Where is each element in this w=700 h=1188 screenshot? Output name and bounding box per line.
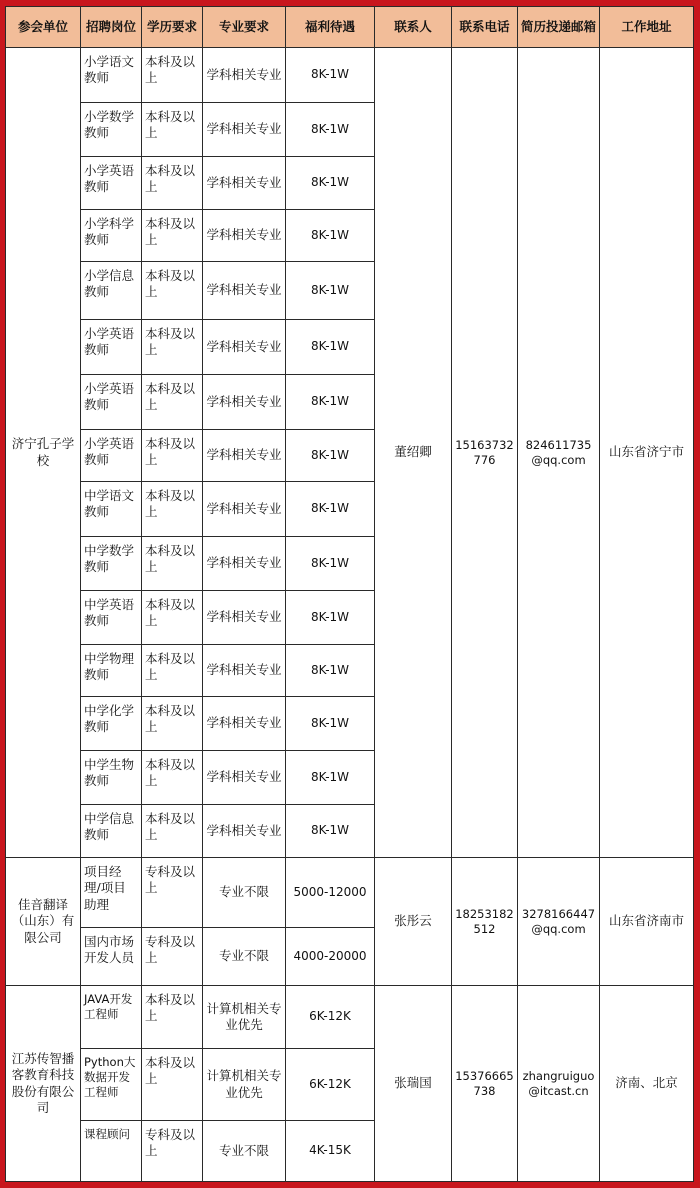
education-requirement: 专科及以上 xyxy=(142,1121,203,1182)
major-requirement: 学科相关专业 xyxy=(203,591,286,645)
salary: 4000-20000 xyxy=(286,928,375,986)
major-requirement: 专业不限 xyxy=(203,1121,286,1182)
job-title: 中学化学教师 xyxy=(81,697,142,751)
job-title: 中学英语教师 xyxy=(81,591,142,645)
job-title: 小学英语教师 xyxy=(81,375,142,430)
contact-person: 董绍卿 xyxy=(375,48,452,858)
education-requirement: 本科及以上 xyxy=(142,48,203,103)
resume-email: 824611735@qq.com xyxy=(518,48,600,858)
job-fair-table-frame xyxy=(5,6,693,1182)
column-header: 工作地址 xyxy=(600,7,694,48)
work-address: 山东省济南市 xyxy=(600,858,694,986)
job-title: 小学信息教师 xyxy=(81,262,142,320)
salary: 8K-1W xyxy=(286,320,375,375)
education-requirement: 本科及以上 xyxy=(142,986,203,1049)
salary: 6K-12K xyxy=(286,986,375,1049)
job-title: JAVA开发工程师 xyxy=(81,986,142,1049)
salary: 8K-1W xyxy=(286,537,375,591)
job-title: 中学信息教师 xyxy=(81,805,142,858)
salary: 8K-1W xyxy=(286,157,375,210)
major-requirement: 专业不限 xyxy=(203,858,286,928)
major-requirement: 学科相关专业 xyxy=(203,482,286,537)
education-requirement: 本科及以上 xyxy=(142,537,203,591)
job-title: 中学生物教师 xyxy=(81,751,142,805)
major-requirement: 学科相关专业 xyxy=(203,697,286,751)
table-row xyxy=(6,48,694,103)
education-requirement: 本科及以上 xyxy=(142,645,203,697)
job-fair-table xyxy=(5,6,694,1182)
salary: 8K-1W xyxy=(286,591,375,645)
job-title: 项目经理/项目助理 xyxy=(81,858,142,928)
salary: 8K-1W xyxy=(286,48,375,103)
education-requirement: 本科及以上 xyxy=(142,1049,203,1121)
table-body xyxy=(6,48,694,1182)
salary: 8K-1W xyxy=(286,697,375,751)
major-requirement: 学科相关专业 xyxy=(203,103,286,157)
education-requirement: 本科及以上 xyxy=(142,103,203,157)
salary: 8K-1W xyxy=(286,430,375,482)
company-name: 江苏传智播客教育科技股份有限公司 xyxy=(6,986,81,1182)
major-requirement: 学科相关专业 xyxy=(203,320,286,375)
job-title: 国内市场开发人员 xyxy=(81,928,142,986)
salary: 6K-12K xyxy=(286,1049,375,1121)
job-title: 小学语文教师 xyxy=(81,48,142,103)
header-row xyxy=(6,7,694,48)
resume-email: zhangruiguo@itcast.cn xyxy=(518,986,600,1182)
major-requirement: 学科相关专业 xyxy=(203,157,286,210)
education-requirement: 专科及以上 xyxy=(142,858,203,928)
column-header: 参会单位 xyxy=(6,7,81,48)
education-requirement: 本科及以上 xyxy=(142,805,203,858)
contact-phone: 18253182512 xyxy=(452,858,518,986)
major-requirement: 学科相关专业 xyxy=(203,210,286,262)
contact-phone: 15163732776 xyxy=(452,48,518,858)
education-requirement: 本科及以上 xyxy=(142,430,203,482)
education-requirement: 本科及以上 xyxy=(142,262,203,320)
education-requirement: 本科及以上 xyxy=(142,320,203,375)
major-requirement: 学科相关专业 xyxy=(203,430,286,482)
salary: 8K-1W xyxy=(286,751,375,805)
salary: 8K-1W xyxy=(286,210,375,262)
education-requirement: 本科及以上 xyxy=(142,157,203,210)
salary: 8K-1W xyxy=(286,375,375,430)
major-requirement: 学科相关专业 xyxy=(203,751,286,805)
job-title: 小学英语教师 xyxy=(81,320,142,375)
salary: 8K-1W xyxy=(286,103,375,157)
job-title: 小学英语教师 xyxy=(81,157,142,210)
job-title: 小学科学教师 xyxy=(81,210,142,262)
major-requirement: 学科相关专业 xyxy=(203,537,286,591)
major-requirement: 专业不限 xyxy=(203,928,286,986)
column-header: 联系电话 xyxy=(452,7,518,48)
salary: 8K-1W xyxy=(286,645,375,697)
major-requirement: 计算机相关专业优先 xyxy=(203,1049,286,1121)
major-requirement: 学科相关专业 xyxy=(203,645,286,697)
work-address: 济南、北京 xyxy=(600,986,694,1182)
column-header: 招聘岗位 xyxy=(81,7,142,48)
job-title: 中学物理教师 xyxy=(81,645,142,697)
education-requirement: 本科及以上 xyxy=(142,751,203,805)
job-title: 中学数学教师 xyxy=(81,537,142,591)
job-title: 小学英语教师 xyxy=(81,430,142,482)
education-requirement: 本科及以上 xyxy=(142,482,203,537)
work-address: 山东省济宁市 xyxy=(600,48,694,858)
company-name: 济宁孔子学校 xyxy=(6,48,81,858)
education-requirement: 专科及以上 xyxy=(142,928,203,986)
contact-phone: 15376665738 xyxy=(452,986,518,1182)
major-requirement: 学科相关专业 xyxy=(203,375,286,430)
salary: 8K-1W xyxy=(286,805,375,858)
column-header: 联系人 xyxy=(375,7,452,48)
education-requirement: 本科及以上 xyxy=(142,591,203,645)
major-requirement: 计算机相关专业优先 xyxy=(203,986,286,1049)
education-requirement: 本科及以上 xyxy=(142,697,203,751)
column-header: 学历要求 xyxy=(142,7,203,48)
column-header: 福利待遇 xyxy=(286,7,375,48)
company-name: 佳音翻译（山东）有限公司 xyxy=(6,858,81,986)
salary: 4K-15K xyxy=(286,1121,375,1182)
contact-person: 张瑞国 xyxy=(375,986,452,1182)
job-title: Python大数据开发工程师 xyxy=(81,1049,142,1121)
resume-email: 3278166447@qq.com xyxy=(518,858,600,986)
contact-person: 张彤云 xyxy=(375,858,452,986)
table-row xyxy=(6,858,694,928)
salary: 8K-1W xyxy=(286,482,375,537)
column-header: 专业要求 xyxy=(203,7,286,48)
job-title: 课程顾问 xyxy=(81,1121,142,1182)
major-requirement: 学科相关专业 xyxy=(203,48,286,103)
job-title: 小学数学教师 xyxy=(81,103,142,157)
column-header: 简历投递邮箱 xyxy=(518,7,600,48)
job-title: 中学语文教师 xyxy=(81,482,142,537)
education-requirement: 本科及以上 xyxy=(142,375,203,430)
salary: 5000-12000 xyxy=(286,858,375,928)
salary: 8K-1W xyxy=(286,262,375,320)
major-requirement: 学科相关专业 xyxy=(203,805,286,858)
education-requirement: 本科及以上 xyxy=(142,210,203,262)
table-row xyxy=(6,986,694,1049)
major-requirement: 学科相关专业 xyxy=(203,262,286,320)
